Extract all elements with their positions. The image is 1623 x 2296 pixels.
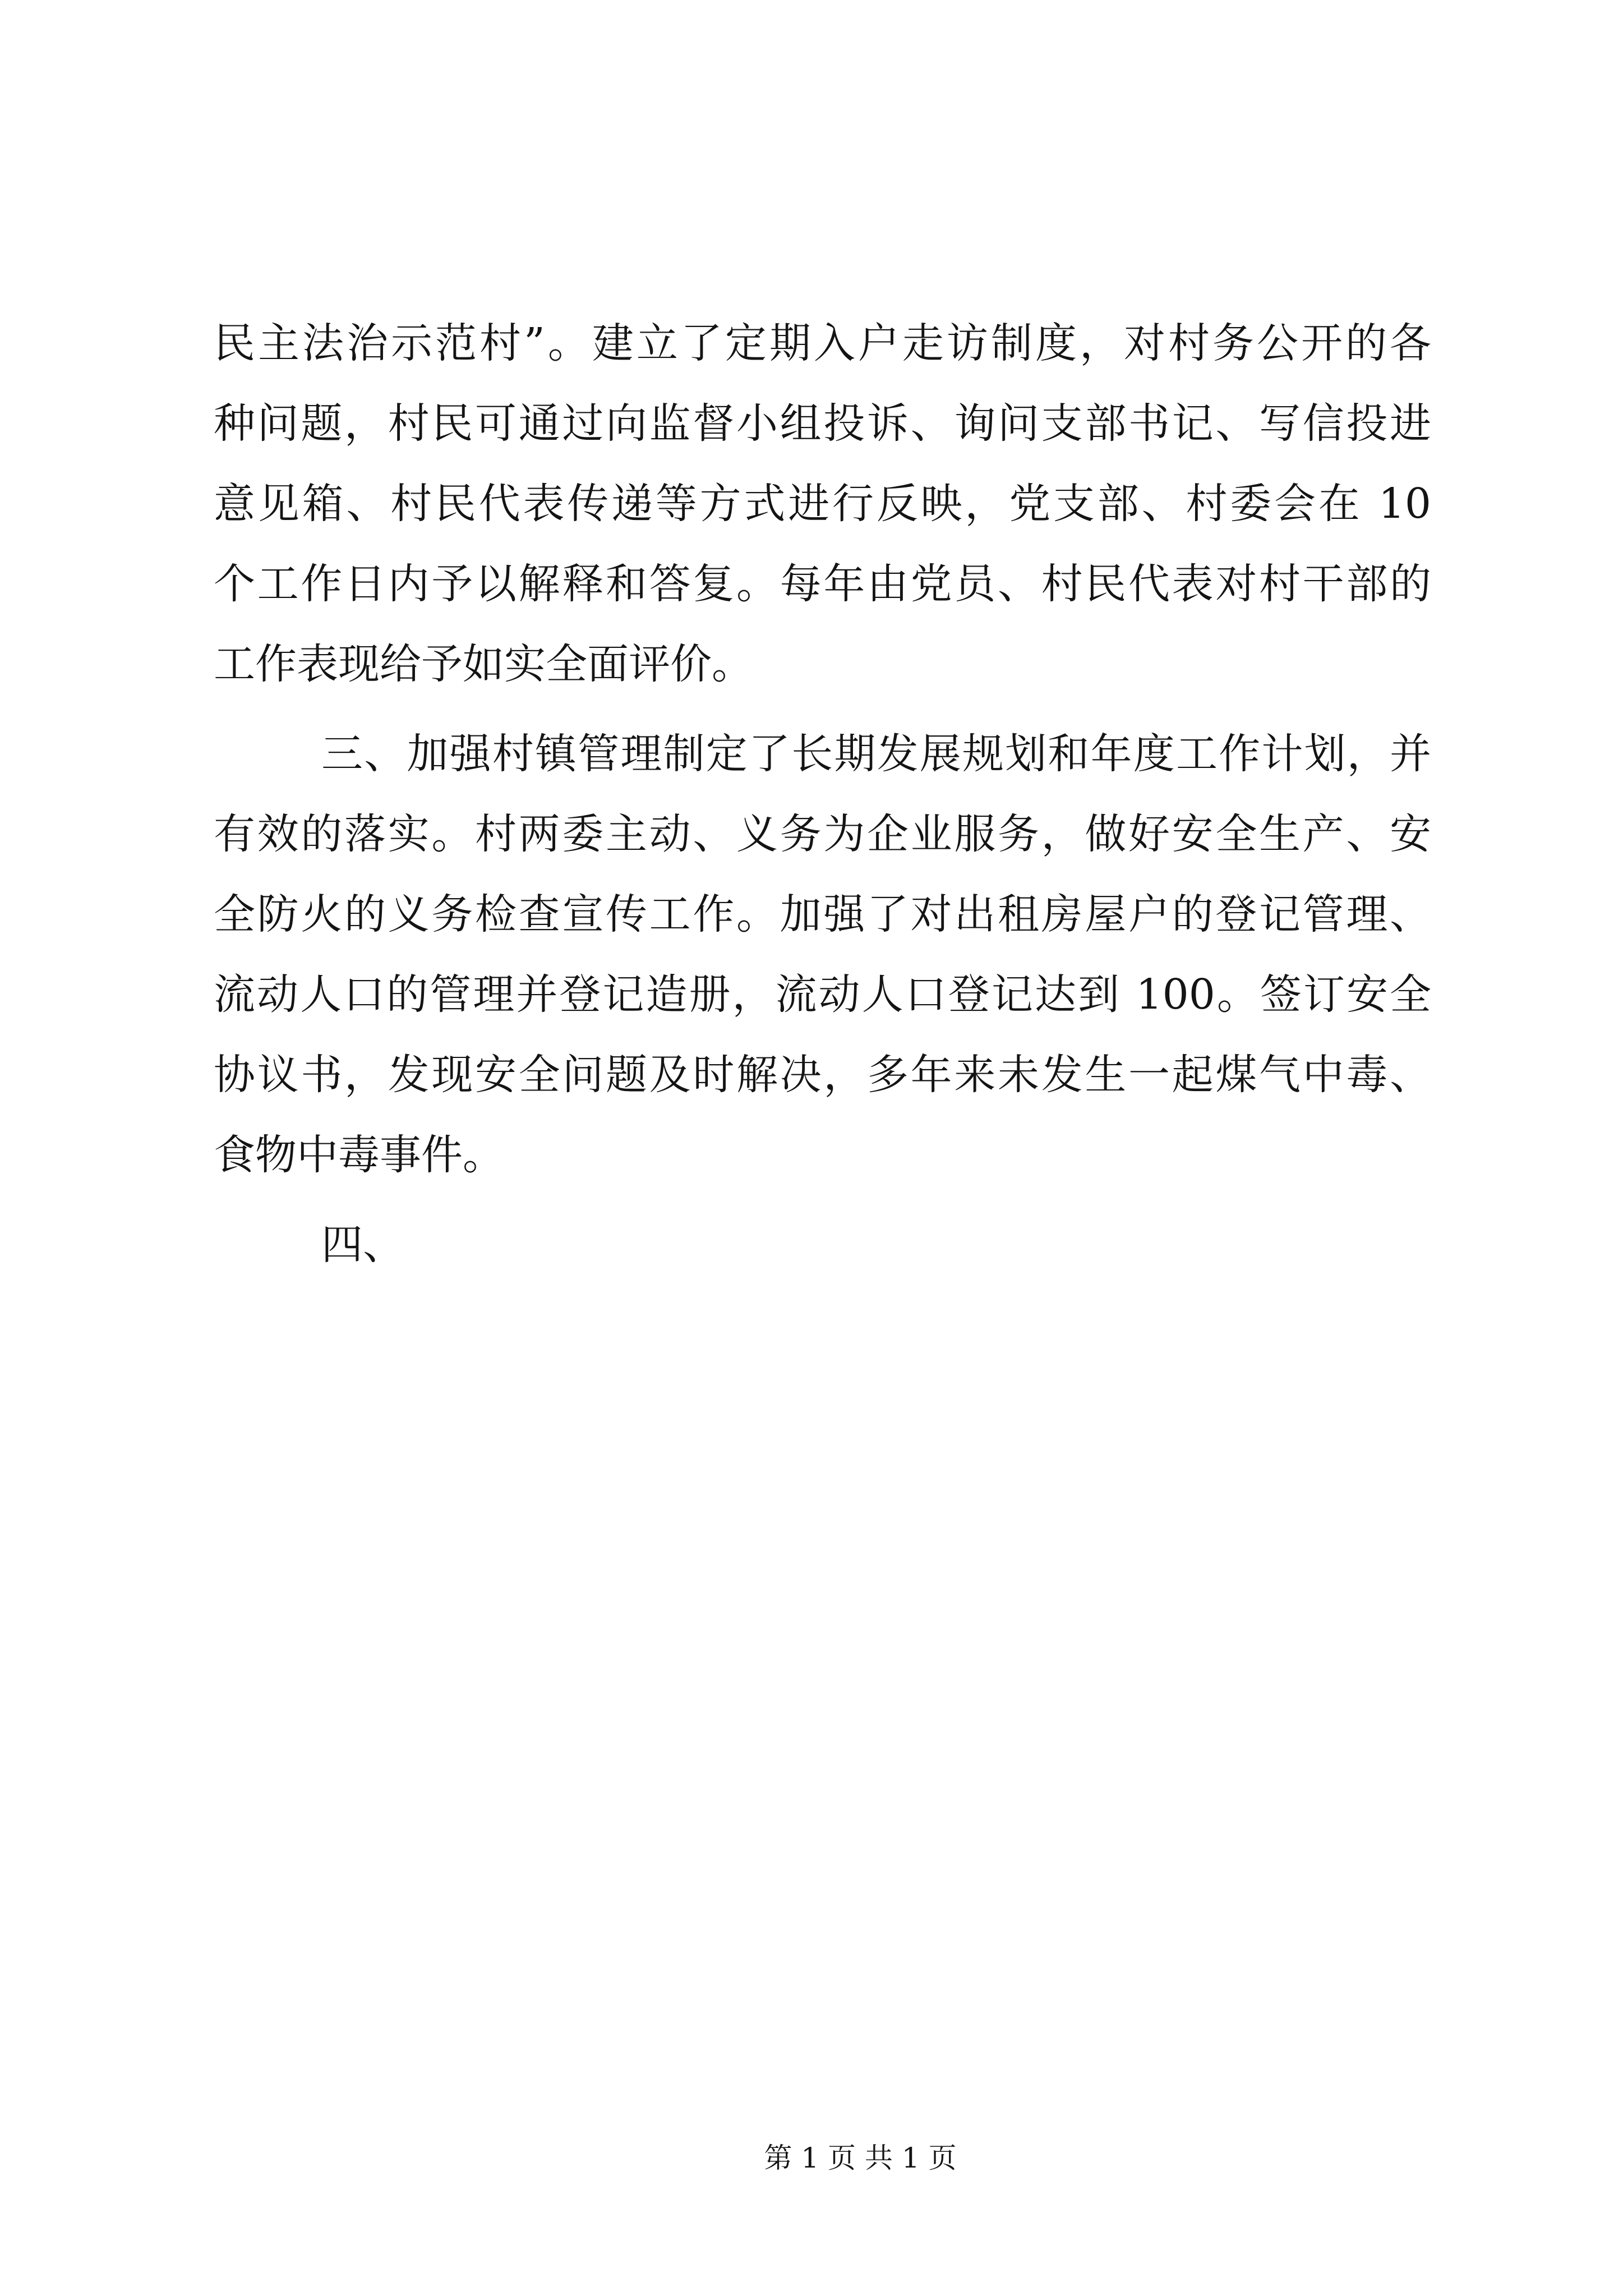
text-line: 协议书，发现安全问题及时解决，多年来未发生一起煤气中毒、 — [214, 1051, 1431, 1099]
text-line: 种问题，村民可通过向监督小组投诉、询问支部书记、写信投进 — [214, 399, 1431, 448]
paragraph-section-four — [214, 1205, 1431, 1285]
page-footer — [673, 2138, 1048, 2178]
body-text — [214, 303, 1431, 1285]
text-line: 个工作日内予以解释和答复。每年由党员、村民代表对村干部的 — [214, 560, 1431, 608]
section-heading-line: 四、 — [321, 1221, 404, 1269]
text-line: 工作表现给予如实全面评价。 — [214, 640, 753, 688]
text-line: 有效的落实。村两委主动、义务为企业服务，做好安全生产、安 — [214, 810, 1431, 858]
text-line: 流动人口的管理并登记造册，流动人口登记达到 100。签订安全 — [214, 970, 1431, 1019]
paragraph-village-affairs — [214, 303, 1431, 705]
text-line: 食物中毒事件。 — [214, 1131, 504, 1179]
page-number-indicator: 第 1 页 共 1 页 — [764, 2142, 957, 2174]
section-heading-line: 三、加强村镇管理制定了长期发展规划和年度工作计划，并 — [321, 730, 1431, 778]
text-line: 全防火的义务检查宣传工作。加强了对出租房屋户的登记管理、 — [214, 890, 1431, 938]
text-line: 意见箱、村民代表传递等方式进行反映，党支部、村委会在 10 — [214, 480, 1431, 528]
text-line: 民主法治示范村”。建立了定期入户走访制度，对村务公开的各 — [214, 319, 1431, 367]
paragraph-section-three — [214, 714, 1431, 1195]
